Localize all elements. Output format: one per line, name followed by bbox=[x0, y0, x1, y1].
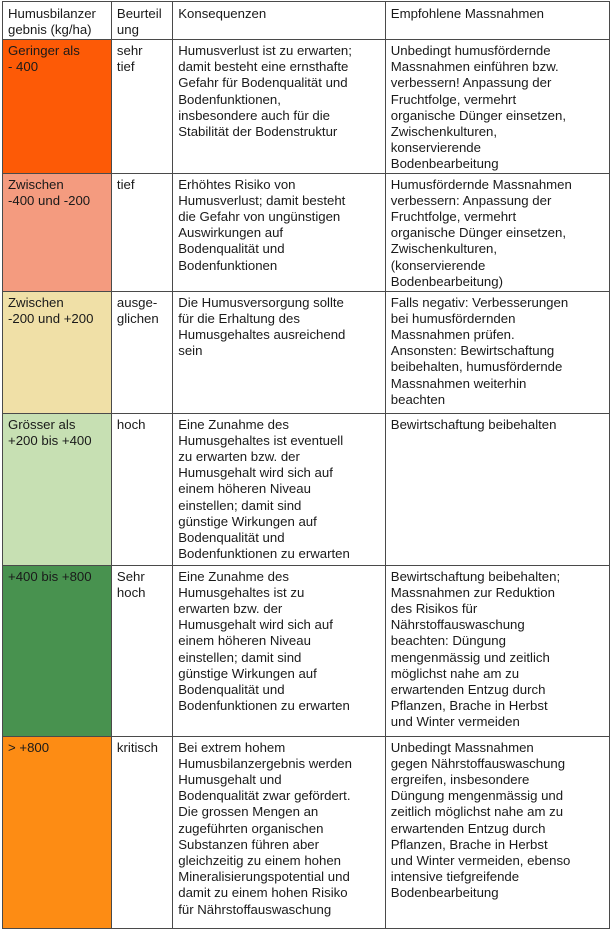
header-rating: Beurteil ung bbox=[111, 2, 172, 40]
header-humus-balance: Humusbilanzer gebnis (kg/ha) bbox=[3, 2, 112, 40]
header-recommended-measures: Empfohlene Massnahmen bbox=[385, 2, 609, 40]
range-cell: Geringer als - 400 bbox=[3, 40, 112, 174]
consequence-cell: Bei extrem hohem Humusbilanzergebnis werden Humusgehalt und Bodenqualität zwar gefördert. Die grossen Mengen an zugeführten organischen Substanzen führen aber gleichzeitig zu einem hohen Mineralisierungspotential und damit zu einem hohen Risiko für Nährstoffauswaschung bbox=[173, 736, 386, 928]
table-row bbox=[3, 413, 610, 565]
range-cell: Grösser als +200 bis +400 bbox=[3, 413, 112, 565]
measures-cell: Humusfördernde Massnahmen verbessern: Anpassung der Fruchtfolge, vermehrt organische Dünger einsetzen, Zwischenkulturen, (konservierende Bodenbearbeitung) bbox=[385, 173, 609, 291]
consequence-cell: Erhöhtes Risiko von Humusverlust; damit besteht die Gefahr von ungünstigen Auswirkungen auf Bodenqualität und Bodenfunktionen bbox=[173, 173, 386, 291]
humus-balance-table bbox=[2, 1, 610, 929]
consequence-cell: Eine Zunahme des Humusgehaltes ist eventuell zu erwarten bzw. der Humusgehalt wird sich auf einem höheren Niveau einstellen; damit sind günstige Wirkungen auf Bodenqualität und Bodenfunktionen zu erwarten bbox=[173, 413, 386, 565]
table-row bbox=[3, 291, 610, 413]
range-cell: > +800 bbox=[3, 736, 112, 928]
header-consequences: Konsequenzen bbox=[173, 2, 386, 40]
table-header-row bbox=[3, 2, 610, 40]
measures-cell: Unbedingt Massnahmen gegen Nährstoffauswaschung ergreifen, insbesondere Düngung mengenmässig und zeitlich möglichst nahe am zu erwartenden Entzug durch Pflanzen, Brache in Herbst und Winter vermeiden, ebenso intensive tiefgreifende Bodenbearbeitung bbox=[385, 736, 609, 928]
measures-cell: Bewirtschaftung beibehalten bbox=[385, 413, 609, 565]
consequence-cell: Humusverlust ist zu erwarten; damit besteht eine ernsthafte Gefahr für Bodenqualität und Bodenfunktionen, insbesondere auch für die Stabilität der Bodenstruktur bbox=[173, 40, 386, 174]
range-cell: +400 bis +800 bbox=[3, 565, 112, 736]
table-row bbox=[3, 173, 610, 291]
rating-cell: hoch bbox=[111, 413, 172, 565]
table-row bbox=[3, 40, 610, 174]
range-cell: Zwischen -200 und +200 bbox=[3, 291, 112, 413]
rating-cell: kritisch bbox=[111, 736, 172, 928]
rating-cell: Sehr hoch bbox=[111, 565, 172, 736]
table-row bbox=[3, 736, 610, 928]
consequence-cell: Eine Zunahme des Humusgehaltes ist zu erwarten bzw. der Humusgehalt wird sich auf einem höheren Niveau einstellen; damit sind günstige Wirkungen auf Bodenqualität und Bodenfunktionen zu erwarten bbox=[173, 565, 386, 736]
measures-cell: Bewirtschaftung beibehalten; Massnahmen zur Reduktion des Risikos für Nährstoffauswaschung beachten: Düngung mengenmässig und zeitlich möglichst nahe am zu erwartenden Entzug durch Pflanzen, Brache in Herbst und Winter vermeiden bbox=[385, 565, 609, 736]
measures-cell: Unbedingt humusfördernde Massnahmen einführen bzw. verbessern! Anpassung der Fruchtfolge, vermehrt organische Dünger einsetzen, Zwischenkulturen, konservierende Bodenbearbeitung bbox=[385, 40, 609, 174]
consequence-cell: Die Humusversorgung sollte für die Erhaltung des Humusgehaltes ausreichend sein bbox=[173, 291, 386, 413]
rating-cell: sehr tief bbox=[111, 40, 172, 174]
measures-cell: Falls negativ: Verbesserungen bei humusfördernden Massnahmen prüfen. Ansonsten: Bewirtschaftung beibehalten, humusfördernde Massnahmen weiterhin beachten bbox=[385, 291, 609, 413]
rating-cell: ausge- glichen bbox=[111, 291, 172, 413]
rating-cell: tief bbox=[111, 173, 172, 291]
range-cell: Zwischen -400 und -200 bbox=[3, 173, 112, 291]
table-row bbox=[3, 565, 610, 736]
